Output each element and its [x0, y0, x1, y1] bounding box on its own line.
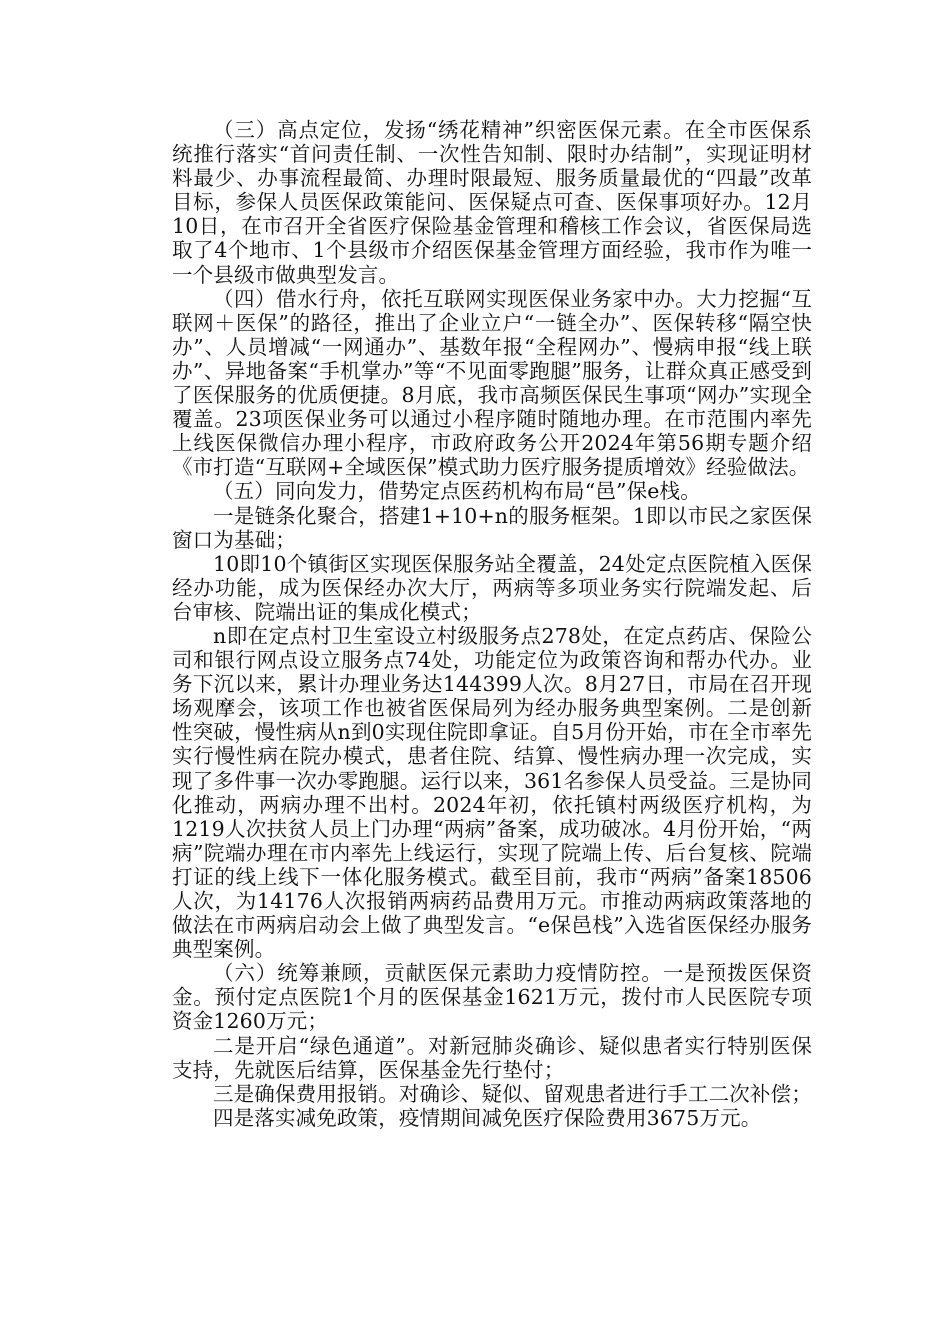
- paragraph-five-heading: （五）同向发力，借势定点医药机构布局“邑”保e栈。: [213, 479, 701, 504]
- document-body: [172, 118, 812, 1130]
- paragraph-six-epidemic-support: （六）统筹兼顾，贡献医保元素助力疫情防控。一是预拨医保资金。预付定点医院1个月的医保基金1621万元，拨付市人民医院专项资金1260万元；: [172, 961, 812, 1034]
- paragraph-six-green-channel: 二是开启“绿色通道”。对新冠肺炎确诊、疑似患者实行特别医保支持，先就医后结算，医保基金先行垫付；: [172, 1033, 812, 1082]
- paragraph-five-point-one: 一是链条化聚合，搭建1+10+n的服务框架。1即以市民之家医保窗口为基础；: [172, 503, 812, 552]
- paragraph-five-point-n: n即在定点村卫生室设立村级服务点278处，在定点药店、保险公司和银行网点设立服务点74处，功能定位为政策咨询和帮办代办。业务下沉以来，累计办理业务达144399人次。8月27日，市局在召开现场观摩会，该项工作也被省医保局列为经办服务典型案例。二是创新性突破，慢性病从n到0实现住院即拿证。自5月份开始，市在全市率先实行慢性病在院办模式，患者住院、结算、慢性病办理一次完成，实现了多件事一次办零跑腿。运行以来，361名参保人员受益。三是协同化推动，两病办理不出村。2024年初，依托镇村两级医疗机构，为1219人次扶贫人员上门办理“两病”备案，成功破冰。4月份开始，“两病”院端办理在市内率先上线运行，实现了院端上传、后台复核、院端打证的线上线下一体化服务模式。截至目前，我市“两病”备案18506人次，为14176人次报销两病药品费用万元。市推动两病政策落地的做法在市两病启动会上做了典型发言。“e保邑栈”入选省医保经办服务典型案例。: [172, 623, 812, 962]
- paragraph-six-reimbursement: 三是确保费用报销。对确诊、疑似、留观患者进行手工二次补偿；: [213, 1081, 812, 1106]
- paragraph-four-internet-medical-insurance: （四）借水行舟，依托互联网实现医保业务家中办。大力挖掘“互联网＋医保”的路径，推出了企业立户“一链全办”、医保转移“隔空快办”、人员增减“一网通办”、基数年报“全程网办”、慢病申报“线上联办”、异地备案“手机掌办”等“不见面零跑腿”服务，让群众真正感受到了医保服务的优质便捷。8月底，我市高频医保民生事项“网办”实现全覆盖。23项医保业务可以通过小程序随时随地办理。在市范围内率先上线医保微信办理小程序，市政府政务公开2024年第56期专题介绍《市打造“互联网+全域医保”模式助力医疗服务提质增效》经验做法。: [172, 286, 812, 480]
- paragraph-three-precision-positioning: （三）高点定位，发扬“绣花精神”织密医保元素。在全市医保系统推行落实“首问责任制、一次性告知制、限时办结制”，实现证明材料最少、办事流程最简、办理时限最短、服务质量最优的“四最”改革目标，参保人员医保政策能问、医保疑点可查、医保事项好办。12月10日，在市召开全省医疗保险基金管理和稽核工作会议，省医保局选取了4个地市、1个县级市介绍医保基金管理方面经验，我市作为唯一一个县级市做典型发言。: [172, 118, 812, 287]
- paragraph-six-reduction-policy: 四是落实减免政策，疫情期间减免医疗保险费用3675万元。: [213, 1105, 762, 1130]
- paragraph-five-point-ten: 10即10个镇街区实现医保服务站全覆盖，24处定点医院植入医保经办功能，成为医保经办次大厅，两病等多项业务实行院端发起、后台审核、院端出证的集成化模式；: [172, 551, 812, 624]
